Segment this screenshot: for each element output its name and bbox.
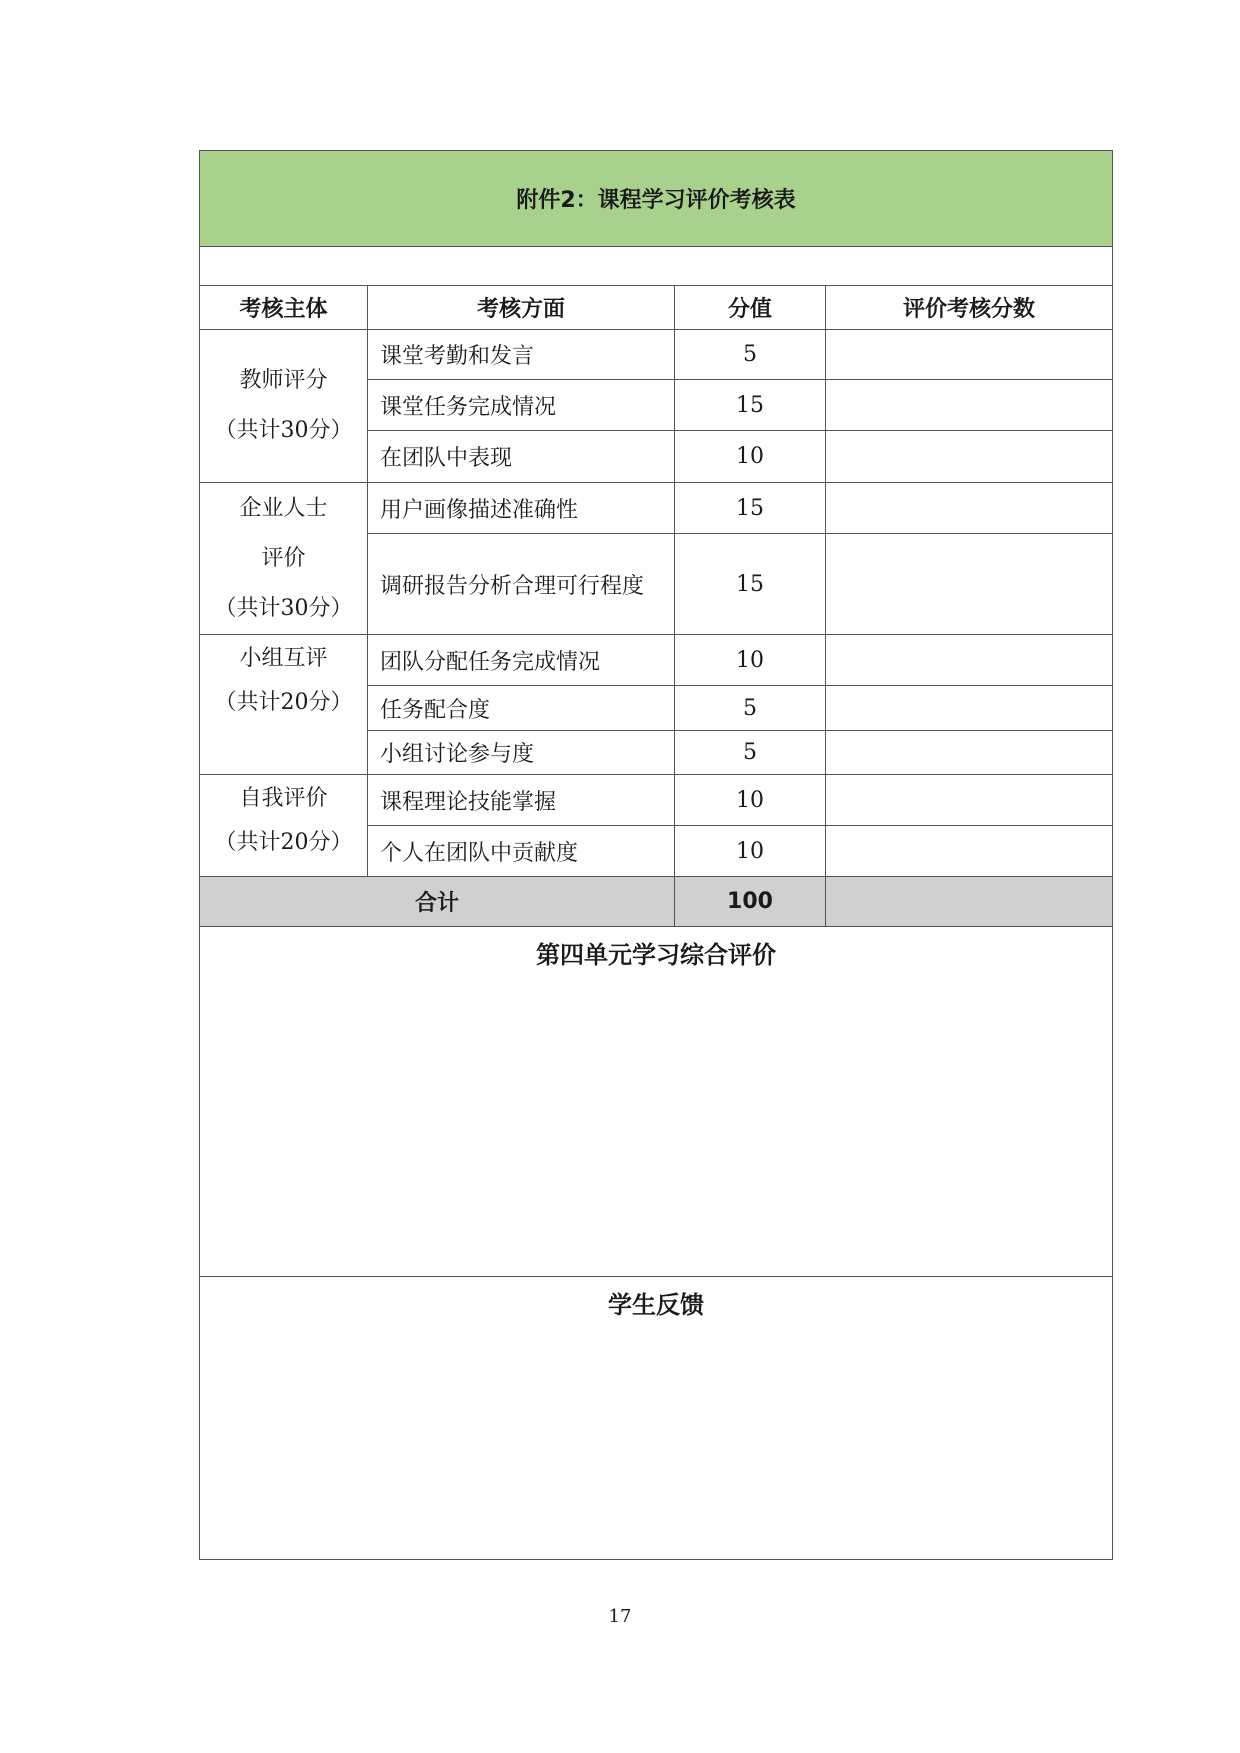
- subject-cell-peer: 小组互评 （共计20分）: [200, 635, 368, 775]
- aspect-cell: 小组讨论参与度: [368, 731, 675, 775]
- table-row: [200, 483, 1113, 534]
- subject-cell-enterprise: 企业人士 评价 （共计30分）: [200, 483, 368, 635]
- aspect-cell: 用户画像描述准确性: [368, 483, 675, 534]
- aspect-cell: 在团队中表现: [368, 431, 675, 483]
- header-score: 分值: [675, 286, 826, 330]
- subject-cell-self: 自我评价 （共计20分）: [200, 775, 368, 877]
- score-cell: 15: [675, 380, 826, 431]
- student-feedback-box[interactable]: [200, 1277, 1113, 1560]
- score-cell: 5: [675, 330, 826, 380]
- evaluation-score-cell[interactable]: [826, 483, 1113, 534]
- evaluation-score-cell[interactable]: [826, 534, 1113, 635]
- score-cell: 10: [675, 775, 826, 826]
- score-cell: 5: [675, 686, 826, 731]
- student-feedback-title: 学生反馈: [608, 1291, 704, 1319]
- evaluation-score-cell[interactable]: [826, 775, 1113, 826]
- evaluation-score-cell[interactable]: [826, 686, 1113, 731]
- evaluation-score-cell[interactable]: [826, 380, 1113, 431]
- aspect-cell: 课堂考勤和发言: [368, 330, 675, 380]
- student-feedback-row: [200, 1277, 1113, 1560]
- score-cell: 5: [675, 731, 826, 775]
- page-number: 17: [608, 1606, 632, 1627]
- aspect-cell: 个人在团队中贡献度: [368, 826, 675, 877]
- aspect-cell: 课程理论技能掌握: [368, 775, 675, 826]
- score-cell: 10: [675, 635, 826, 686]
- evaluation-score-cell[interactable]: [826, 635, 1113, 686]
- score-cell: 15: [675, 534, 826, 635]
- evaluation-score-cell[interactable]: [826, 731, 1113, 775]
- table-row: [200, 635, 1113, 686]
- total-row: [200, 877, 1113, 927]
- evaluation-score-cell[interactable]: [826, 826, 1113, 877]
- header-aspect: 考核方面: [368, 286, 675, 330]
- total-evaluation-score-cell[interactable]: [826, 877, 1113, 927]
- table-row: [200, 775, 1113, 826]
- evaluation-sheet: [199, 150, 1112, 1560]
- total-label: 合计: [200, 877, 675, 927]
- header-subject: 考核主体: [200, 286, 368, 330]
- header-row: [200, 286, 1113, 330]
- table-row: [200, 330, 1113, 380]
- aspect-cell: 任务配合度: [368, 686, 675, 731]
- table-title: 附件2：课程学习评价考核表: [200, 151, 1113, 247]
- aspect-cell: 团队分配任务完成情况: [368, 635, 675, 686]
- total-score: 100: [675, 877, 826, 927]
- header-evaluation-score: 评价考核分数: [826, 286, 1113, 330]
- evaluation-score-cell[interactable]: [826, 330, 1113, 380]
- evaluation-table: [199, 150, 1113, 1560]
- evaluation-score-cell[interactable]: [826, 431, 1113, 483]
- aspect-cell: 课堂任务完成情况: [368, 380, 675, 431]
- score-cell: 10: [675, 431, 826, 483]
- comprehensive-evaluation-row: [200, 927, 1113, 1277]
- score-cell: 15: [675, 483, 826, 534]
- comprehensive-evaluation-title: 第四单元学习综合评价: [536, 941, 776, 969]
- subject-cell-teacher: 教师评分 （共计30分）: [200, 330, 368, 483]
- score-cell: 10: [675, 826, 826, 877]
- comprehensive-evaluation-box[interactable]: [200, 927, 1113, 1277]
- aspect-cell: 调研报告分析合理可行程度: [368, 534, 675, 635]
- blank-row: [200, 247, 1113, 286]
